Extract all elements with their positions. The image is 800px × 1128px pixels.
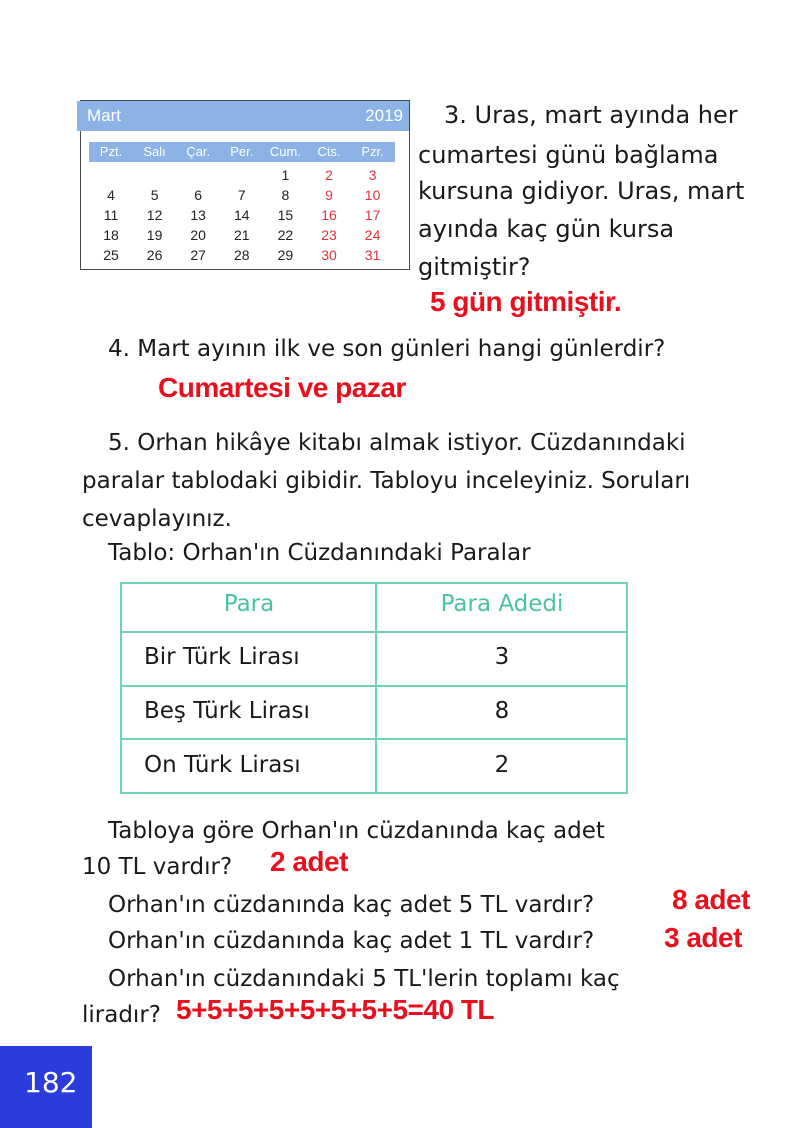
calendar-date: 30 [321, 247, 337, 263]
subq-a-line-2: 10 TL vardır? [82, 854, 233, 880]
q4-answer: Cumartesi ve pazar [158, 372, 406, 403]
q5-line-2: paralar tablodaki gibidir. Tabloyu inceleyiniz. Soruları [82, 468, 691, 494]
calendar [80, 100, 410, 270]
calendar-day-names [89, 142, 395, 162]
subq-a-answer: 2 adet [270, 846, 348, 877]
table-cell-row2-count: 8 [494, 698, 510, 724]
subq-c-answer: 3 adet [664, 922, 742, 953]
calendar-date: 14 [234, 207, 250, 223]
subq-b-text: Orhan'ın cüzdanında kaç adet 5 TL vardır? [108, 892, 595, 918]
q3-line-4: ayında kaç gün kursa [418, 215, 675, 243]
calendar-date: 10 [364, 187, 381, 203]
subq-c-text: Orhan'ın cüzdanında kaç adet 1 TL vardır? [108, 928, 595, 954]
calendar-date: 2 [325, 167, 333, 183]
calendar-date: 24 [364, 227, 381, 243]
calendar-day-name: Per. [230, 144, 254, 159]
calendar-header [77, 101, 409, 131]
money-table [120, 582, 628, 794]
calendar-date: 23 [321, 227, 337, 243]
table-header-adet: Para Adedi [440, 591, 564, 617]
calendar-date: 4 [107, 187, 115, 203]
calendar-date: 1 [281, 167, 290, 183]
table-header-para: Para [223, 591, 275, 617]
calendar-date: 29 [277, 247, 294, 263]
calendar-date: 20 [190, 227, 206, 243]
calendar-date: 11 [103, 207, 119, 223]
subq-a-line-1: Tabloya göre Orhan'ın cüzdanında kaç adet [108, 818, 605, 844]
q3-line-3: kursuna gidiyor. Uras, mart [418, 177, 745, 205]
table-cell-row1-name: Bir Türk Lirası [144, 644, 300, 670]
table-divider [122, 738, 626, 740]
calendar-day-name: Cts. [317, 144, 341, 159]
table-cell-row1-count: 3 [494, 644, 510, 670]
table-divider [122, 631, 626, 633]
calendar-date: 27 [190, 247, 206, 263]
q3-answer: 5 gün gitmiştir. [430, 286, 622, 317]
calendar-day-name: Salı [143, 144, 166, 159]
subq-d-line-1: Orhan'ın cüzdanındaki 5 TL'lerin toplamı kaç [108, 966, 620, 992]
calendar-date: 6 [194, 187, 203, 203]
table-caption: Tablo: Orhan'ın Cüzdanındaki Paralar [108, 540, 531, 566]
page-number-box [0, 1046, 92, 1128]
calendar-date: 12 [146, 207, 163, 223]
calendar-date: 31 [364, 247, 381, 263]
calendar-date: 17 [364, 207, 381, 223]
calendar-date: 21 [234, 227, 250, 243]
table-cell-row3-name: On Türk Lirası [144, 752, 301, 778]
q3-line-1: 3. Uras, mart ayında her [444, 101, 738, 129]
calendar-day-name: Pzt. [99, 144, 123, 159]
table-cell-row2-name: Beş Türk Lirası [144, 698, 310, 724]
calendar-day-name: Pzr. [361, 144, 384, 159]
subq-b-answer: 8 adet [672, 884, 750, 915]
calendar-day-name: Çar. [186, 144, 211, 159]
calendar-date: 25 [103, 247, 119, 263]
calendar-date: 26 [146, 247, 163, 263]
subq-d-line-2: liradır? [82, 1002, 161, 1028]
page-number: 182 [24, 1066, 78, 1099]
calendar-date: 28 [234, 247, 250, 263]
q5-line-1: 5. Orhan hikâye kitabı almak istiyor. Cüzdanındaki [108, 430, 686, 456]
calendar-date: 15 [277, 207, 294, 223]
calendar-date: 3 [368, 167, 377, 183]
calendar-date: 22 [277, 227, 294, 243]
calendar-month: Mart [87, 106, 121, 125]
table-cell-row3-count: 2 [494, 752, 510, 778]
calendar-date: 16 [321, 207, 337, 223]
calendar-date: 13 [190, 207, 206, 223]
calendar-year: 2019 [365, 106, 403, 125]
q3-line-5: gitmiştir? [418, 253, 531, 281]
calendar-date: 8 [281, 187, 290, 203]
calendar-date: 9 [325, 187, 333, 203]
q4-text: 4. Mart ayının ilk ve son günleri hangi günlerdir? [108, 336, 666, 362]
calendar-day-name: Cum. [269, 144, 301, 159]
calendar-date: 19 [146, 227, 163, 243]
calendar-date: 7 [237, 187, 246, 203]
q3-line-2: cumartesi günü bağlama [418, 141, 719, 169]
calendar-date: 5 [150, 187, 159, 203]
subq-d-answer: 5+5+5+5+5+5+5+5=40 TL [176, 994, 495, 1025]
table-divider [122, 685, 626, 687]
q5-line-3: cevaplayınız. [82, 506, 232, 532]
calendar-date: 18 [103, 227, 119, 243]
